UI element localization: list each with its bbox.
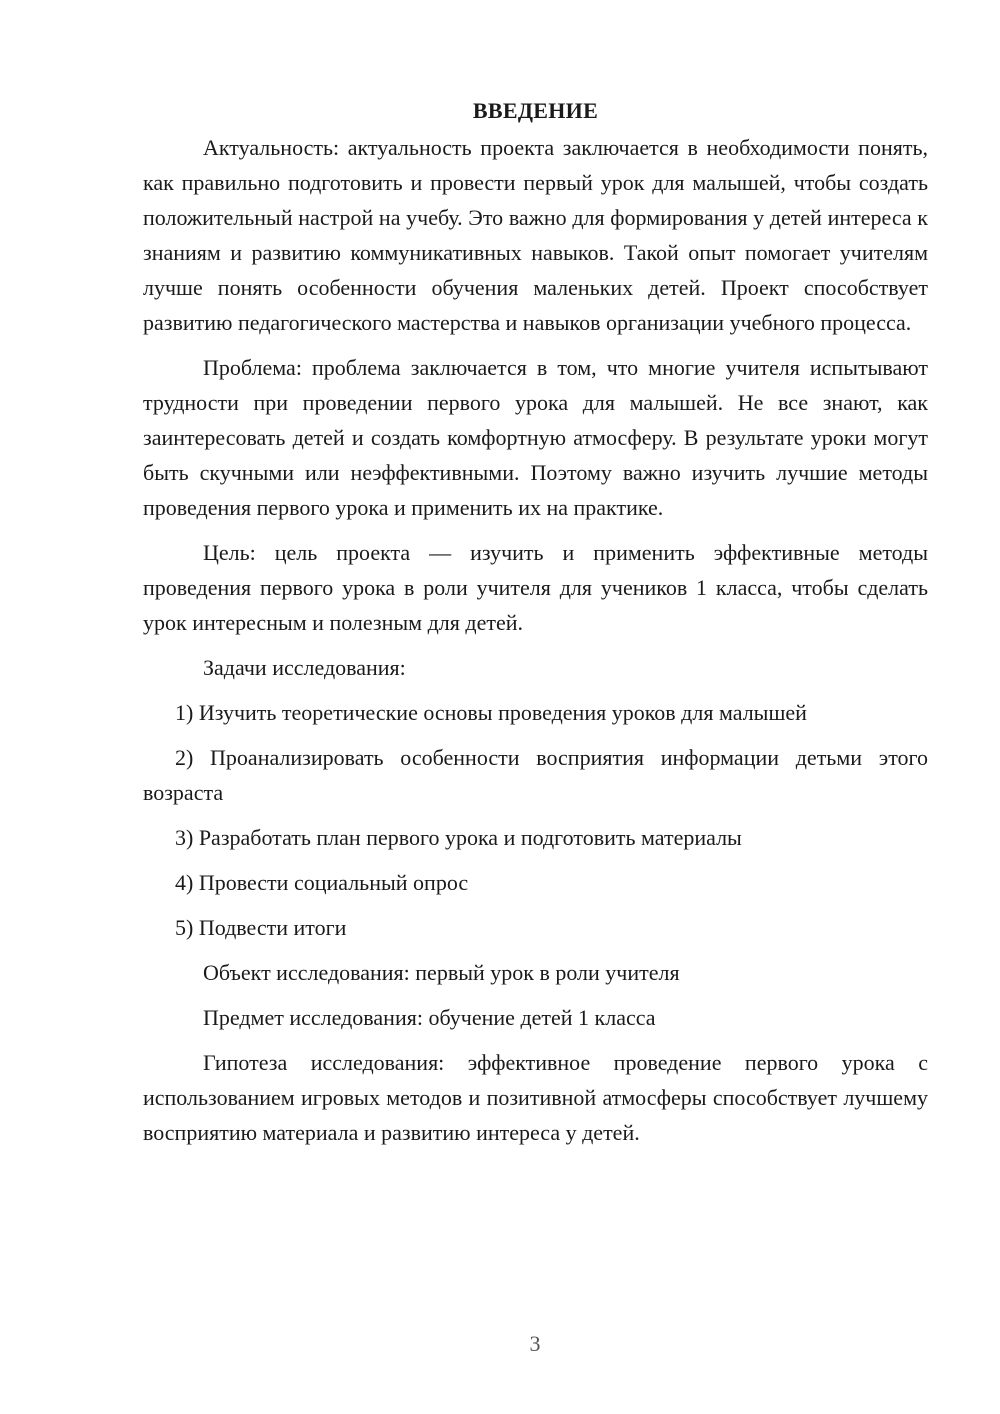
page-number: 3 [529, 1331, 541, 1356]
page-title: ВВЕДЕНИЕ [472, 98, 599, 123]
document-page [143, 96, 928, 1160]
paragraph-hypothesis: Гипотеза исследования: эффективное проведение первого урока с использованием игровых методов и позитивной атмосферы способствует лучшему восприятию материала и развитию интереса у детей. [143, 1050, 928, 1145]
tasks-heading: Задачи исследования: [203, 655, 406, 680]
paragraph-goal: Цель: цель проекта — изучить и применить эффективные методы проведения первого урока в роли учителя для учеников 1 класса, чтобы сделать урок интересным и полезным для детей. [143, 540, 928, 635]
paragraph-problem: Проблема: проблема заключается в том, что многие учителя испытывают трудности при проведении первого урока для малышей. Не все знают, как заинтересовать детей и создать комфортную атмосферу. В результате уроки могут быть скучными или неэффективными. Поэтому важно изучить лучшие методы проведения первого урока и применить их на практике. [143, 355, 928, 520]
list-item: 2) Проанализировать особенности восприятия информации детьми этого возраста [143, 745, 928, 805]
list-item: 5) Подвести итоги [175, 915, 347, 940]
tasks-list [143, 695, 928, 945]
paragraph-object: Объект исследования: первый урок в роли учителя [203, 960, 680, 985]
paragraph-subject: Предмет исследования: обучение детей 1 класса [203, 1005, 656, 1030]
list-item: 4) Провести социальный опрос [175, 870, 469, 895]
list-item: 1) Изучить теоретические основы проведения уроков для малышей [175, 700, 807, 725]
list-item: 3) Разработать план первого урока и подготовить материалы [175, 825, 742, 850]
paragraph-relevance: Актуальность: актуальность проекта заключается в необходимости понять, как правильно подготовить и провести первый урок для малышей, чтобы создать положительный настрой на учебу. Это важно для формирования у детей интереса к знаниям и развитию коммуникативных навыков. Такой опыт помогает учителям лучше понять особенности обучения маленьких детей. Проект способствует развитию педагогического мастерства и навыков организации учебного процесса. [143, 135, 928, 335]
